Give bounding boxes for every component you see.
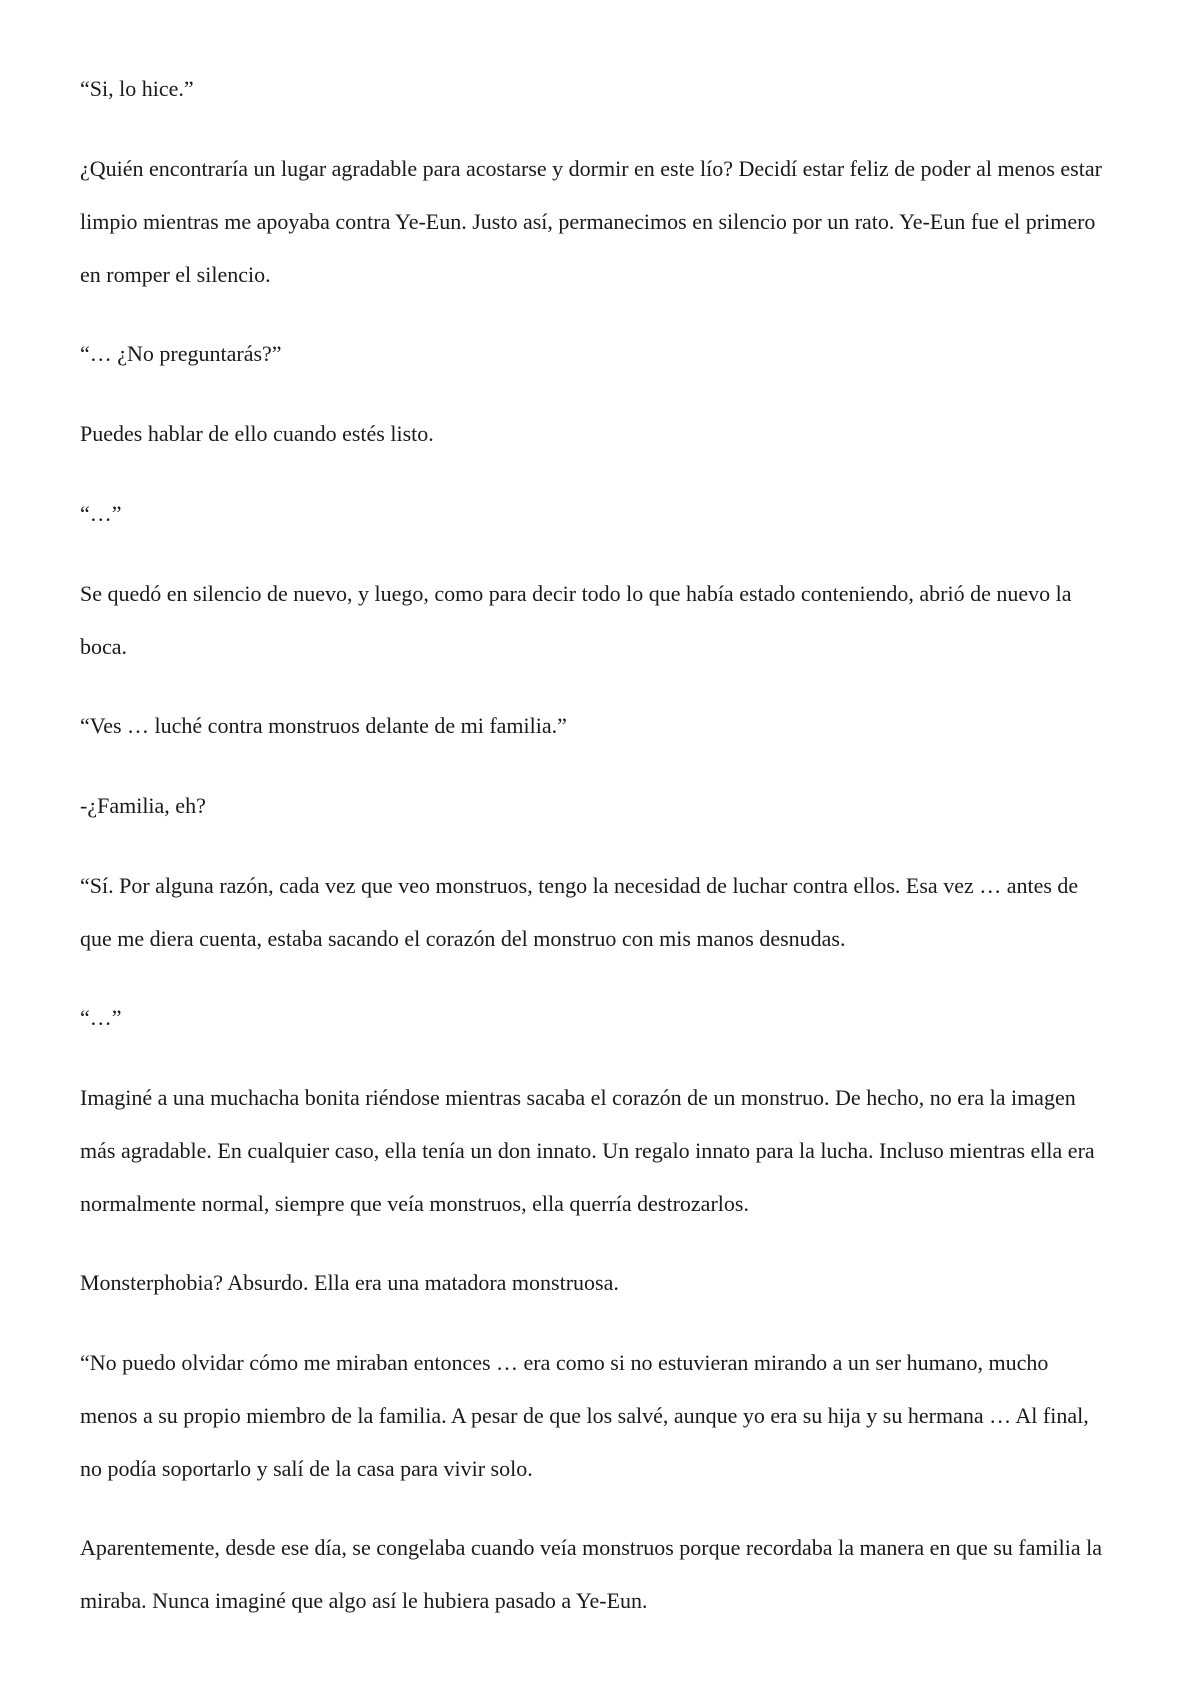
paragraph-10: “…” [80,1005,122,1030]
paragraph-9: “Sí. Por alguna razón, cada vez que veo monstruos, tengo la necesidad de luchar contra ellos. Esa vez … antes de que me diera cuenta, estaba sacando el corazón del monstruo con mis manos desnudas. [80,873,1079,951]
paragraph-3: “… ¿No preguntarás?” [80,341,282,366]
paragraph-4: Puedes hablar de ello cuando estés listo. [80,421,434,446]
paragraph-11: Imaginé a una muchacha bonita riéndose mientras sacaba el corazón de un monstruo. De hecho, no era la imagen más agradable. En cualquier caso, ella tenía un don innato. Un regalo innato para la lucha. Incluso mientras ella era normalmente normal, siempre que veía monstruos, ella querría destrozarlos. [80,1085,1095,1216]
paragraph-6: Se quedó en silencio de nuevo, y luego, como para decir todo lo que había estado conteniendo, abrió de nuevo la boca. [80,581,1072,659]
paragraph-7: “Ves … luché contra monstruos delante de mi familia.” [80,713,567,738]
paragraph-1: “Si, lo hice.” [80,76,194,101]
paragraph-8: -¿Familia, eh? [80,793,206,818]
paragraph-5: “…” [80,501,122,526]
paragraph-14: Aparentemente, desde ese día, se congelaba cuando veía monstruos porque recordaba la manera en que su familia la miraba. Nunca imaginé que algo así le hubiera pasado a Ye-Eun. [80,1535,1102,1613]
paragraph-12: Monsterphobia? Absurdo. Ella era una matadora monstruosa. [80,1270,619,1295]
paragraph-2: ¿Quién encontraría un lugar agradable para acostarse y dormir en este lío? Decidí estar feliz de poder al menos estar limpio mientras me apoyaba contra Ye-Eun. Justo así, permanecimos en silencio por un rato. Ye-Eun fue el primero en romper el silencio. [80,156,1102,287]
paragraph-13: “No puedo olvidar cómo me miraban entonces … era como si no estuvieran mirando a un ser humano, mucho menos a su propio miembro de la familia. A pesar de que los salvé, aunque yo era su hija y su hermana … Al final, no podía soportarlo y salí de la casa para vivir solo. [80,1350,1089,1481]
